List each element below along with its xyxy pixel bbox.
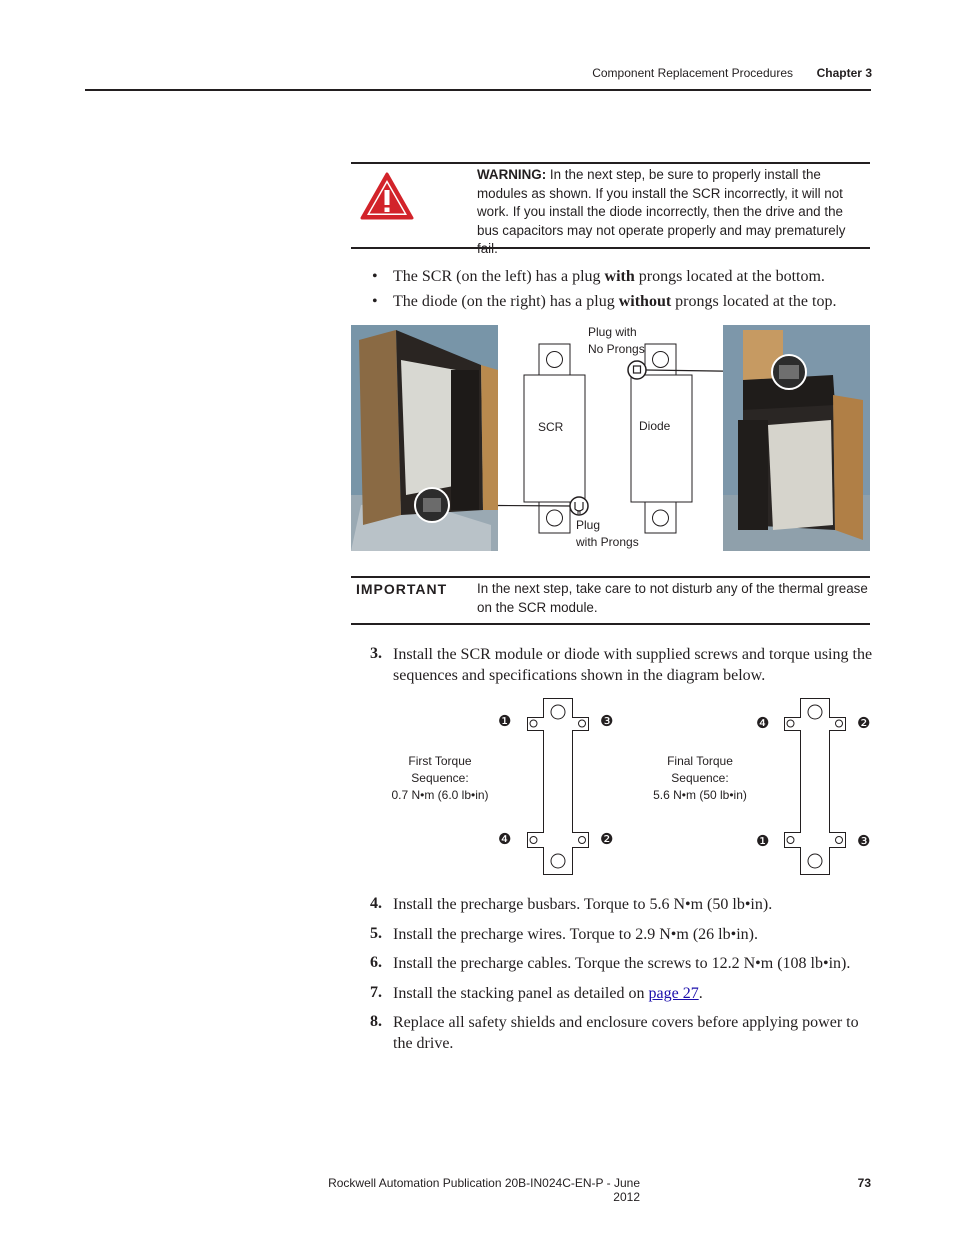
scr-label: SCR xyxy=(538,420,564,434)
important-bottom-rule xyxy=(351,623,870,625)
no-prongs-callout: Plug with No Prongs xyxy=(588,325,645,356)
torque-seq-number: ❹ xyxy=(756,715,770,732)
step-number: 8. xyxy=(370,1013,382,1030)
final-torque-label: Final Torque Sequence: 5.6 N•m (50 lb•in) xyxy=(653,754,747,802)
footer-publication: Rockwell Automation Publication 20B-IN024C-EN-P - June 2012 xyxy=(328,1176,640,1204)
torque-seq-number: ❷ xyxy=(857,715,871,732)
step-text: Replace all safety shields and enclosure covers before applying power to the drive. xyxy=(393,1014,859,1052)
bullet-diode: The diode (on the right) has a plug without prongs located at the top. xyxy=(393,293,837,310)
prongs-callout: Plug with Prongs xyxy=(576,518,639,549)
header-rule xyxy=(85,89,871,91)
scr-module-photo xyxy=(351,325,498,551)
diode-module-photo xyxy=(723,325,870,551)
warning-triangle-icon xyxy=(359,171,415,221)
torque-seq-number: ❶ xyxy=(756,833,770,850)
bullet-scr: The SCR (on the left) has a plug with prongs located at the bottom. xyxy=(393,268,825,285)
important-label: IMPORTANT xyxy=(356,581,448,597)
warning-top-rule xyxy=(351,162,870,164)
torque-seq-number: ❷ xyxy=(600,831,614,848)
step-text: Install the precharge busbars. Torque to 5.6 N•m (50 lb•in). xyxy=(393,896,773,913)
page-27-link[interactable]: page 27 xyxy=(648,985,699,1002)
first-torque-diagram xyxy=(520,698,596,876)
final-torque-diagram xyxy=(777,698,853,876)
important-top-rule xyxy=(351,576,870,578)
bullet-marker: • xyxy=(372,293,378,310)
step-number: 5. xyxy=(370,925,382,942)
step-number: 3. xyxy=(370,645,382,662)
warning-message xyxy=(477,166,857,259)
step-text: Install the stacking panel as detailed on page 27. xyxy=(393,985,703,1002)
warning-label: WARNING: xyxy=(477,167,547,182)
step-number: 4. xyxy=(370,895,382,912)
diode-label: Diode xyxy=(639,419,671,433)
torque-seq-number: ❹ xyxy=(498,831,512,848)
torque-seq-number: ❸ xyxy=(857,833,871,850)
torque-seq-number: ❸ xyxy=(600,713,614,730)
first-torque-label: First Torque Sequence: 0.7 N•m (6.0 lb•in) xyxy=(391,754,489,802)
step-text: Install the SCR module or diode with supplied screws and torque using the sequences and specifications shown in the diagram below. xyxy=(393,646,873,684)
step-number: 6. xyxy=(370,954,382,971)
step-text: Install the precharge wires. Torque to 2.9 N•m (26 lb•in). xyxy=(393,926,758,943)
running-header-chapter: Chapter 3 xyxy=(816,66,872,80)
warning-bottom-rule xyxy=(351,247,870,249)
running-header-section: Component Replacement Procedures xyxy=(592,66,793,80)
important-message: In the next step, take care to not disturb any of the thermal grease on the SCR module. xyxy=(477,581,868,615)
warning-body: In the next step, be sure to properly install the modules as shown. If you install the SCR incorrectly, it will not work. If you install the diode incorrectly, then the drive and the bus capacitors may not operate properly and may prematurely xyxy=(477,167,846,238)
bullet-marker: • xyxy=(372,268,378,285)
page-number: 73 xyxy=(857,1176,871,1190)
torque-seq-number: ❶ xyxy=(498,713,512,730)
step-text: Install the precharge cables. Torque the screws to 12.2 N•m (108 lb•in). xyxy=(393,955,851,972)
step-number: 7. xyxy=(370,984,382,1001)
